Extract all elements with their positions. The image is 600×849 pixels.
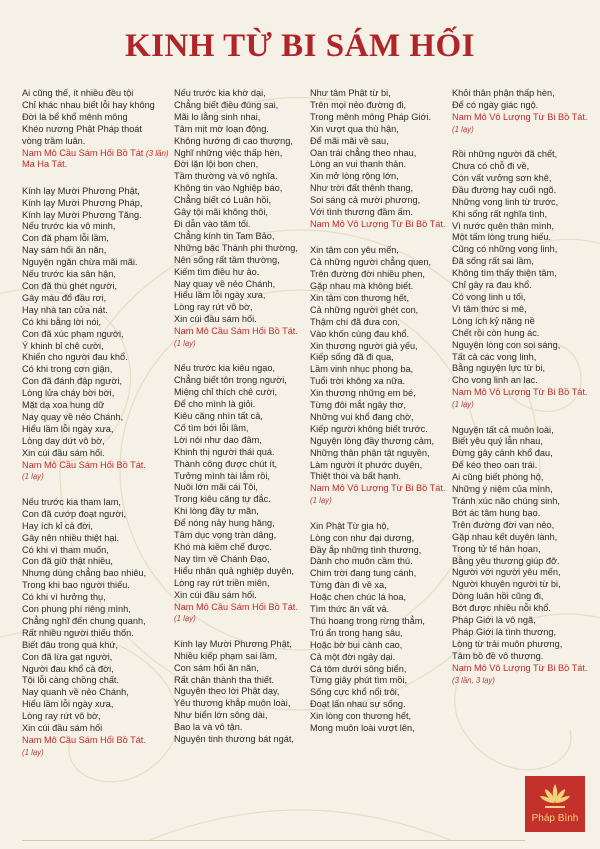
refrain-line	[22, 735, 162, 747]
bow-count-note: (1 lạy)	[310, 496, 332, 506]
verse-line: Cá tôm dưới sông biển,	[310, 663, 407, 674]
verse-line: Nhiều kiếp phạm sai lầm,	[174, 650, 278, 661]
verse-line: Rồi những người đã chết,	[452, 149, 558, 160]
verse-line: Đừng gây cảnh khổ đau,	[452, 448, 553, 459]
verse-line: Con đã đánh đập người,	[22, 376, 123, 387]
bow-count-note: (1 lạy)	[174, 339, 196, 349]
refrain-line	[22, 460, 162, 472]
verse-line: Kiếp sống đã đi qua,	[310, 352, 394, 363]
verse-line: Con đã phạm lỗi lầm,	[22, 233, 109, 244]
stanza	[452, 88, 592, 135]
verse-line: Có khi vì hưởng thụ,	[22, 592, 106, 603]
verse-line: Lòng ray rứt vô bờ,	[22, 711, 101, 722]
verse-line: Ai cũng thế, ít nhiều đều tội	[22, 88, 134, 98]
verse-line: Đã sống rất sai lầm,	[452, 256, 534, 267]
stanza	[310, 88, 450, 231]
refrain-line	[452, 387, 592, 399]
verse-line: Chỉ gây ra đau khổ.	[452, 280, 532, 291]
stanza	[452, 425, 592, 686]
verse-line: Xin cúi đầu sám hối	[22, 723, 103, 734]
verse-line: Khi lòng đầy tự mãn,	[174, 506, 259, 517]
verse-line: Đầu đường hay cuối ngõ.	[452, 184, 557, 195]
poem-column-2	[174, 88, 314, 760]
verse-line: Trên mọi nẻo đường đi,	[310, 99, 407, 110]
verse-line: Dành cho muôn cầm thú.	[310, 556, 413, 567]
verse-line: Nếu trước kia sân hận,	[22, 269, 116, 280]
verse-line: Cố tìm bới lỗi lầm,	[174, 422, 249, 433]
bottom-divider	[22, 840, 525, 841]
refrain-text: Nam Mô Vô Lượng Từ Bi Bồ Tát.	[452, 387, 588, 398]
refrain-text: Nam Mô Vô Lượng Từ Bi Bồ Tát.	[310, 218, 446, 229]
verse-line: Hay ích kỉ cả đời,	[22, 520, 93, 531]
refrain-text: Nam Mô Cầu Sám Hối Bồ Tát.	[22, 735, 146, 745]
verse-line: Vào khốn cùng đau khổ.	[310, 328, 410, 339]
verse-line: Xin cúi đầu sám hối.	[174, 314, 257, 325]
verse-line: Như trời đất thênh thang,	[310, 183, 414, 194]
verse-line: Cũng có những vong linh,	[452, 244, 558, 255]
verse-line: Hiểu lầm lỗi ngày xưa,	[174, 290, 266, 301]
refrain-text: Nam Mô Vô Lượng Từ Bi Bồ Tát.	[310, 483, 446, 494]
verse-line: Trú ẩn trong hang sâu,	[310, 627, 403, 638]
stanza	[452, 149, 592, 410]
verse-line: Kiếp người không biết trước.	[310, 423, 428, 434]
verse-line: Những ý niệm của mình,	[452, 484, 553, 495]
verse-line: Tâm bồ đề vô thượng.	[452, 650, 544, 661]
verse-line: Xin cúi đầu sám hối.	[22, 447, 105, 458]
verse-line: Tưởng mình tài lắm rồi,	[174, 470, 270, 481]
verse-line: Yêu thương khắp muôn loài,	[174, 698, 291, 709]
verse-line: Mãi lo lằng sinh nhai,	[174, 111, 261, 122]
refrain-text: Nam Mô Cầu Sám Hối Bồ Tát.	[174, 601, 298, 612]
refrain-line	[310, 483, 450, 495]
verse-line: Gây tội mãi không thôi,	[174, 207, 268, 218]
verse-line: Con phung phí riêng mình,	[22, 604, 131, 615]
verse-line: Bớt ác tâm hung bạo.	[452, 507, 541, 518]
verse-line: Thú hoang trong rừng thẳm,	[310, 615, 425, 626]
refrain-line	[174, 602, 314, 614]
verse-line: Tất cả các vong linh,	[452, 351, 537, 362]
refrain-text: Nam Mô Cầu Sám Hối Bồ Tát.	[174, 326, 298, 337]
verse-line: Con đã giữ thật nhiều,	[22, 556, 113, 567]
verse-line: Gặp nhau mà không biết.	[310, 280, 414, 291]
verse-line: Không hướng đi cao thượng,	[174, 135, 293, 146]
verse-line: Gây máu đổ đầu rơi,	[22, 292, 107, 303]
verse-line: Để cho mình là giỏi.	[174, 399, 256, 410]
verse-line: Soi sáng cả mười phương,	[310, 195, 421, 206]
verse-line: Với tình thương đầm ấm.	[310, 207, 413, 218]
bow-count-note: (1 lạy)	[174, 614, 196, 624]
verse-line: Nếu trước kia vô minh,	[22, 221, 116, 232]
verse-line: Nhưng dùng chẳng bao nhiêu,	[22, 568, 147, 579]
verse-line: Kính lạy Mười Phương Tăng.	[22, 209, 142, 220]
stanza	[174, 639, 314, 746]
verse-line: Làm người ít phước duyên,	[310, 459, 423, 470]
verse-line: Tầm thường và vô nghĩa.	[174, 171, 278, 182]
verse-line: Còn vất vưởng sơn khê,	[452, 172, 552, 183]
verse-line: Cả một đời ngây dại.	[310, 651, 396, 662]
verse-line: Từng giây phút tìm mồi,	[310, 675, 408, 686]
verse-line: Kính lạy Mười Phương Phật,	[22, 185, 140, 196]
verse-line: Xin thương người giả yếu,	[310, 340, 418, 351]
verse-line: Xin Phật Từ gia hộ,	[310, 520, 390, 531]
verse-line: Trong mênh mông Pháp Giới.	[310, 111, 432, 122]
verse-line: Nguyện theo lời Phật dạy,	[174, 686, 280, 697]
verse-line: Nguyện tất cả muôn loài,	[452, 424, 554, 435]
verse-line: Rất nhiều người thiếu thốn.	[22, 627, 134, 638]
verse-line: Hiểu nhân quả nghiệp duyên,	[174, 565, 295, 576]
bow-count-note: (1 lạy)	[22, 747, 44, 757]
verse-line: Nguyện ngăn chừa mãi mãi.	[22, 257, 138, 268]
verse-line: Có khi vì tham muốn,	[22, 544, 109, 555]
verse-line: Để mãi mãi về sau,	[310, 135, 389, 146]
verse-line: Không tin vào Nghiệp báo,	[174, 183, 283, 194]
refrain-count-note: (3 lần)	[145, 148, 169, 158]
verse-line: Nguyện tinh thương bát ngát,	[174, 734, 294, 745]
refrain-text: Nam Mô Vô Lượng Từ Bi Bồ Tát.	[452, 111, 588, 122]
verse-line: Thậm chí đã đưa con,	[310, 316, 400, 327]
verse-line: Con đã xúc phạm người,	[22, 328, 124, 339]
verse-line: Nay quay về nẻo Chánh,	[174, 278, 276, 289]
verse-line: Bằng nguyện lực từ bi,	[452, 363, 546, 374]
verse-line: Con đã thù ghét người,	[22, 280, 117, 291]
verse-line: Rất chân thành tha thiết.	[174, 674, 275, 685]
verse-line: Chẳng kính tin Tam Bảo,	[174, 230, 275, 241]
verse-line: Oan trái chẳng theo nhau,	[310, 147, 417, 158]
verse-line: Hay nhà tan cửa nát.	[22, 304, 108, 315]
verse-line: Khi sống rất nghĩa tình,	[452, 208, 548, 219]
verse-line: Tuổi trời không xa nữa.	[310, 376, 406, 387]
stanza	[22, 88, 169, 171]
verse-line: vòng trầm luân.	[22, 135, 86, 146]
refrain-line	[310, 219, 450, 231]
verse-line: Xin vượt qua thù hận,	[310, 123, 399, 134]
stanza	[22, 497, 162, 758]
verse-line: Lòng day dứt vô bờ,	[22, 435, 105, 446]
verse-line: Đầy ắp những tình thương,	[310, 544, 422, 555]
verse-line: Trong kiêu căng tự đắc.	[174, 494, 271, 505]
verse-line: Những vui khổ đang chờ,	[310, 411, 414, 422]
bow-count-note: (1 lạy)	[452, 124, 474, 134]
verse-line: Tránh xúc não chúng sinh,	[452, 495, 560, 506]
verse-line: Kính lạy Mười Phương Pháp,	[22, 197, 143, 208]
verse-line: Dòng luân hồi cũng đi,	[452, 591, 544, 602]
verse-line: Lời nói như dao đâm,	[174, 434, 262, 445]
verse-line: Lòng lửa cháy bời bời,	[22, 388, 115, 399]
stanza	[310, 521, 450, 735]
verse-line: Chẳng biết điều đúng sai,	[174, 99, 279, 110]
verse-line: Đoạt lấn nhau sự sống.	[310, 699, 406, 710]
verse-line: Con đã cướp đoạt người,	[22, 508, 127, 519]
verse-line: Khỏi thân phận thấp hèn,	[452, 88, 555, 98]
verse-line: Gặp nhau kết duyên lành,	[452, 531, 558, 542]
refrain-line	[22, 147, 169, 160]
verse-line: Đời là bể khổ mênh mông	[22, 111, 128, 122]
verse-line: Gây nên nhiều thiệt hại.	[22, 532, 120, 543]
verse-line: Người đau khổ cả đời,	[22, 663, 114, 674]
verse-line: Nguyện lòng đầy thương cảm,	[310, 435, 435, 446]
verse-line: Tìm thức ăn vất vả.	[310, 604, 390, 615]
verse-line: Hoặc bờ bụi cành cao,	[310, 639, 403, 650]
verse-line: Chỉ khác nhau biết lỗi hay không	[22, 99, 155, 110]
verse-line: Trong khi bao người thiếu.	[22, 580, 130, 591]
verse-line: Đi dẫn vào tăm tối.	[174, 218, 251, 229]
verse-line: Nay tìm về Chánh Đạo,	[174, 553, 270, 564]
verse-line: Nếu trước kia khờ dại,	[174, 88, 266, 98]
verse-line: Ai cũng biết phòng hộ,	[452, 472, 544, 483]
verse-line: Chưa có chỗ đi về,	[452, 161, 530, 172]
verse-line: Lòng ray rứt triền miên,	[174, 577, 270, 588]
verse-line: Xin tâm con thương hết,	[310, 292, 409, 303]
bow-count-note: (1 lạy)	[452, 400, 474, 410]
verse-line: Trên đường đời nhiều phen,	[310, 269, 425, 280]
verse-line: Lòng an vui thanh thản.	[310, 159, 407, 170]
verse-line: Một tấm lòng trung hiếu.	[452, 232, 552, 243]
verse-line: Người khuyên người từ bi,	[452, 579, 561, 590]
verse-line: Chim trời đang tung cánh,	[310, 568, 417, 579]
verse-line: Nguyện lòng con soi sáng,	[452, 339, 561, 350]
verse-line: Sống cực khổ nổi trôi,	[310, 687, 400, 698]
verse-line: Từng đàn đi về xa,	[310, 580, 387, 591]
verse-line: Lầm vinh nhục phong ba,	[310, 364, 414, 375]
verse-line: Pháp Giới là tình thương,	[452, 626, 557, 637]
verse-line: Vì nước quên thân mình,	[452, 220, 555, 231]
bow-count-note: (1 lạy)	[22, 472, 44, 482]
verse-line: Kính lạy Mười Phương Phật,	[174, 638, 292, 649]
verse-line: Miệng chỉ thích chê cười,	[174, 387, 278, 398]
refrain-line	[174, 326, 314, 338]
verse-line: Những bậc Thánh phi thường,	[174, 242, 298, 253]
refrain-line	[452, 112, 592, 124]
refrain-continuation: Ma Ha Tát.	[22, 159, 68, 170]
stanza	[22, 186, 162, 483]
verse-line: Mong muôn loài vượt lên,	[310, 723, 415, 734]
stanza	[174, 88, 314, 349]
verse-line: Ý khinh bỉ chê cười,	[22, 340, 104, 351]
poem-column-4	[452, 88, 592, 700]
verse-line: Thành công được chút ít,	[174, 458, 278, 469]
lotus-icon	[539, 782, 571, 812]
verse-line: Tội lỗi càng chồng chất.	[22, 675, 120, 686]
verse-line: Đời lặn lội bon chen,	[174, 159, 259, 170]
verse-line: Nên sống rất tầm thường,	[174, 254, 280, 265]
verse-line: Trong tử tế hân hoan,	[452, 543, 541, 554]
verse-line: Có khi trong cơn giận,	[22, 364, 113, 375]
verse-line: Xin tâm con yêu mến,	[310, 245, 399, 256]
verse-line: Bao la và vô tận.	[174, 722, 243, 733]
refrain-text: Nam Mô Vô Lượng Từ Bi Bồ Tát.	[452, 662, 588, 673]
verse-line: Cả những người ghét con,	[310, 304, 419, 315]
verse-line: Trên đường đời vạn nẻo,	[452, 519, 555, 530]
verse-line: Có khi bằng lời nói,	[22, 316, 102, 327]
verse-line: Nuôi lớn mãi cái Tôi,	[174, 482, 258, 493]
verse-line: Xin lòng con thương hết,	[310, 711, 412, 722]
verse-line: Nếu trước kia tham lam,	[22, 496, 121, 507]
verse-line: Khinh thị người thái quá.	[174, 446, 275, 457]
verse-line: Những vong linh từ trước,	[452, 196, 559, 207]
verse-line: Pháp Giới là vô ngã,	[452, 615, 536, 626]
verse-line: Vì tâm thức si mê,	[452, 303, 527, 314]
verse-line: Xin mở lòng rộng lớn,	[310, 171, 399, 182]
verse-line: Cho vong linh an lạc.	[452, 375, 538, 386]
verse-line: Chẳng nghĩ đến chung quanh,	[22, 615, 146, 626]
verse-line: Biết yêu quý lẫn nhau,	[452, 436, 543, 447]
verse-line: Kiêu căng nhìn tất cả,	[174, 411, 263, 422]
refrain-text: Nam Mô Cầu Sám Hối Bồ Tát.	[22, 459, 146, 470]
refrain-line	[452, 663, 592, 675]
verse-line: Từng đôi mắt ngây thơ,	[310, 400, 406, 411]
verse-line: Như biển lớn sông dài,	[174, 710, 268, 721]
verse-line: Khó mà kiềm chế được.	[174, 542, 272, 553]
poem-column-3	[310, 88, 450, 749]
verse-line: Tâm dục vọng tràn dâng,	[174, 530, 277, 541]
verse-line: Xin thương những em bé,	[310, 388, 416, 399]
verse-line: Như tâm Phật từ bi,	[310, 88, 391, 98]
verse-line: Người với người yêu mến,	[452, 567, 561, 578]
stanza	[174, 363, 314, 624]
verse-line: Mặt dạ xoa hung dữ	[22, 400, 105, 411]
brand-name: Pháp Bình	[531, 813, 579, 824]
verse-line: Nghĩ những việc thấp hèn,	[174, 147, 283, 158]
verse-line: Để kéo theo oan trái.	[452, 460, 538, 471]
verse-line: Nay quay về nẻo Chánh,	[22, 411, 124, 422]
verse-line: Chẳng biết tôn trọng người,	[174, 375, 287, 386]
verse-line: Có vong linh u tối,	[452, 291, 526, 302]
verse-line: Tâm mịt mờ loạn động.	[174, 123, 269, 134]
verse-line: Nếu trước kia kiêu ngạo,	[174, 363, 276, 374]
verse-line: Nay sám hối ăn năn,	[22, 245, 107, 256]
verse-line: Bằng yêu thương giúp đỡ.	[452, 555, 560, 566]
verse-line: Lòng từ trải muôn phương,	[452, 638, 563, 649]
verse-line: Biết đâu trong quá khứ,	[22, 639, 119, 650]
verse-line: Những thân phận tật nguyền,	[310, 447, 430, 458]
verse-line: Lòng ray rứt vô bờ,	[174, 302, 253, 313]
verse-line: Chết rồi còn hung ác.	[452, 327, 540, 338]
verse-line: Chẳng biết có Luân hồi,	[174, 195, 272, 206]
verse-line: Khéo nương Phật Pháp thoát	[22, 123, 142, 134]
verse-line: Kiếm tìm điều hư ảo.	[174, 266, 260, 277]
verse-line: Không tìm thấy thiện tâm,	[452, 268, 557, 279]
page-title: KINH TỪ BI SÁM HỐI	[124, 28, 476, 64]
verse-line: Xin cúi đầu sám hối.	[174, 589, 257, 600]
poem-column-1	[22, 88, 169, 772]
verse-line: Để nóng nảy hung hăng,	[174, 518, 275, 529]
verse-line: Nay quanh về nẻo Chánh,	[22, 687, 129, 698]
verse-line: Con sám hối ăn năn,	[174, 662, 259, 673]
bow-count-note: (3 lần, 3 lạy)	[452, 675, 495, 685]
verse-line: Hiểu lầm lỗi ngày xưa,	[22, 699, 114, 710]
brand-logo	[525, 776, 585, 832]
verse-line: Hoặc chen chúc lá hoa,	[310, 592, 407, 603]
stanza	[310, 245, 450, 506]
verse-line: Cả những người chẳng quen,	[310, 257, 432, 268]
verse-line: Bớt được nhiều nỗi khổ.	[452, 603, 551, 614]
verse-line: Con đã lừa gạt người,	[22, 651, 113, 662]
verse-line: Khiến cho người đau khổ.	[22, 352, 128, 363]
verse-line: Lòng con như đại dương,	[310, 532, 415, 543]
verse-line: Lòng ích kỷ nặng nề	[452, 315, 535, 326]
verse-line: Thiệt thòi và bất hạnh.	[310, 471, 401, 482]
refrain-text: Nam Mô Cầu Sám Hối Bồ Tát	[22, 147, 144, 158]
verse-line: Hiểu lầm lỗi ngày xưa,	[22, 423, 114, 434]
verse-line: Để có ngày giác ngộ.	[452, 99, 539, 110]
text-columns	[22, 88, 588, 848]
